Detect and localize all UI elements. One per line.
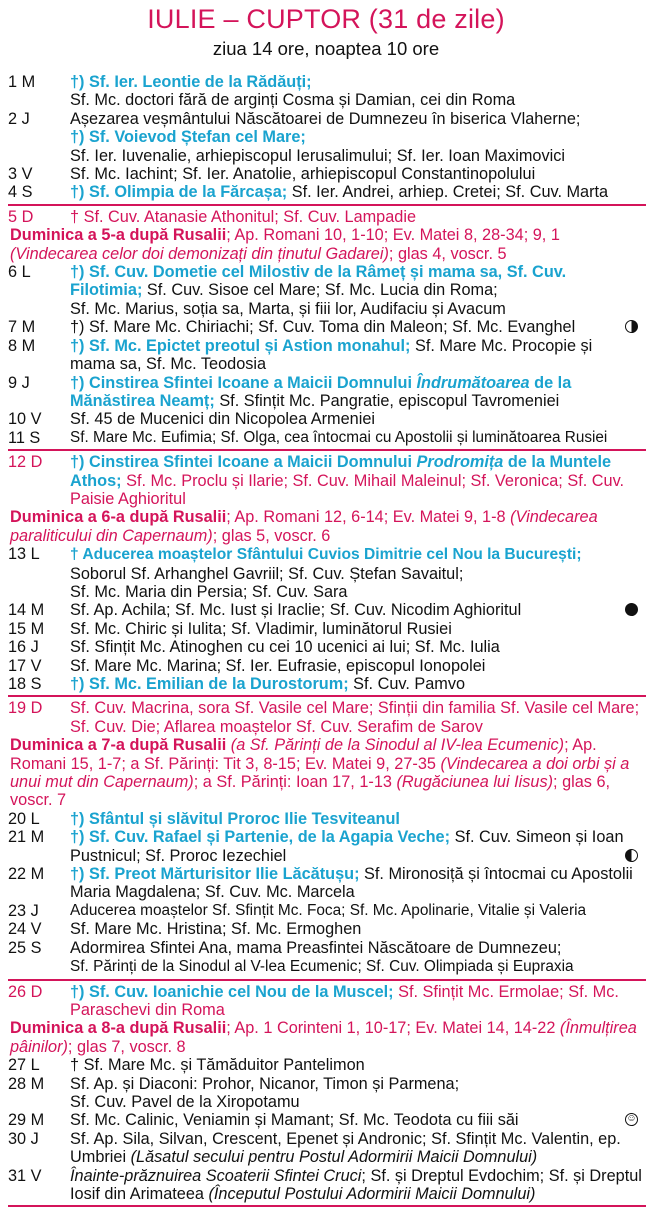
- saints-text: Sf. Mironosiță și întocmai cu Apostolii Maria Magdalena; Sf. Cuv. Mc. Marcela: [70, 865, 633, 902]
- glas-text: ; glas 4, voscr. 5: [388, 244, 507, 263]
- saints-text: Sf. Mc. Chiric și Iulita; Sf. Vladimir, luminătorul Rusiei: [70, 619, 452, 638]
- day-row: [0, 1111, 652, 1129]
- readings-note: (a Sf. Părinți de la Sinodul al IV-lea Ecumenic): [230, 736, 565, 755]
- sunday-readings: [0, 508, 652, 545]
- day-label: 7 M: [8, 318, 36, 337]
- day-label: 10 V: [8, 410, 42, 429]
- icon-name: Îndrumătoarea: [416, 373, 530, 392]
- day-row: [0, 620, 652, 638]
- feast-text: † Aducerea moaștelor Sfântului Cuvios Dimitrie cel Nou la București;: [70, 546, 582, 564]
- saints-text: Sf. Mc. Proclu și Ilarie; Sf. Cuv. Mihail Maleinul; Sf. Veronica; Sf. Cuv. Paisie Aghioritul: [70, 471, 625, 508]
- saints-text: Soborul Sf. Arhanghel Gavriil; Sf. Cuv. Ștefan Savaitul;: [70, 564, 464, 583]
- glas-text: ; glas 7, voscr. 8: [67, 1037, 186, 1056]
- readings-note: (Vindecarea a doi orbi și a unui mut din Capernaum): [10, 754, 630, 792]
- feast-text: †) Sf. Mc. Epictet preotul și Astion monahul;: [70, 336, 411, 355]
- day-label: 24 V: [8, 920, 42, 939]
- saints-text: Sf. Mare Mc. Procopie și mama sa, Sf. Mc. Teodosia: [70, 336, 593, 374]
- saints-text: Sf. Părinți de la Sinodul al V-lea Ecumenic; Sf. Cuv. Olimpiada și Eupraxia: [70, 958, 574, 976]
- day-row: [0, 208, 652, 226]
- readings-note: (Vindecarea celor doi demonizați din ținutul Gadarei): [10, 244, 389, 263]
- saints-text: Sf. Mare Mc. Hristina; Sf. Mc. Ermoghen: [70, 920, 362, 939]
- saints-text: †) Sf. Mare Mc. Chiriachi; Sf. Cuv. Toma din Maleon; Sf. Mc. Evanghel: [70, 318, 576, 337]
- day-label: 4 S: [8, 183, 33, 202]
- saints-text: Sf. Mc. Iachint; Sf. Ier. Anatolie, arhiepiscopul Constantinopolului: [70, 165, 536, 184]
- day-label: 1 M: [8, 73, 36, 91]
- day-row: [0, 318, 652, 336]
- day-label: 5 D: [8, 207, 34, 226]
- feast-text: †) Sf. Cuv. Ioanichie cel Nou de la Muscel;: [70, 982, 394, 1001]
- saints-text: Sf. Cuv. Sisoe cel Mare; Sf. Mc. Lucia din Roma;: [146, 281, 498, 300]
- saints-text: Sf. Ier. Andrei, arhiep. Cretei; Sf. Cuv. Marta: [291, 183, 609, 202]
- feast-text: †) Sf. Cuv. Dometie cel Milostiv de la Râmeț și mama sa, Sf. Cuv. Filotimia;: [70, 263, 567, 300]
- day-label: 31 V: [8, 1166, 42, 1185]
- saints-text: Sf. Mare Mc. Eufimia; Sf. Olga, cea întocmai cu Apostolii și luminătoarea Rusiei: [70, 428, 608, 446]
- day-row: [0, 1167, 652, 1204]
- day-row: [0, 902, 652, 920]
- day-label: 6 L: [8, 263, 31, 282]
- readings-text: ; a Sf. Părinți: Ioan 17, 1-13: [193, 773, 392, 792]
- day-label: 29 M: [8, 1111, 45, 1130]
- sunday-readings: [0, 1019, 652, 1056]
- readings-text: ; Ap. 1 Corinteni 1, 10-17; Ev. Matei 14, 14-22: [226, 1019, 556, 1038]
- feast-note: Înainte-prăznuirea Scoaterii Sfintei Cruci: [70, 1166, 362, 1185]
- glas-text: ; glas 6, voscr. 7: [10, 773, 611, 810]
- sunday-title: Duminica a 7-a după Rusalii: [10, 736, 227, 755]
- saints-text: Sf. Sfințit Mc. Ermolae; Sf. Mc. Paraschevi din Roma: [70, 982, 619, 1019]
- day-label: 8 M: [8, 336, 36, 355]
- saints-text: Sf. Cuv. Pamvo: [353, 675, 466, 693]
- feast-text: †) Sf. Cuv. Rafael și Partenie, de la Agapia Veche;: [70, 828, 451, 847]
- day-row: [0, 1130, 652, 1167]
- week-5: [0, 983, 652, 1204]
- week-divider: [8, 204, 646, 206]
- readings-text: ; Ap. Romani 15, 1-7; a Sf. Părinți: Tit 3, 8-15; Ev. Matei 9, 27-35: [10, 736, 597, 773]
- days-list: [0, 73, 652, 1209]
- day-label: 17 V: [8, 656, 42, 675]
- saints-text: Sf. Mare Mc. Marina; Sf. Ier. Eufrasie, episcopul Ionopolei: [70, 656, 486, 675]
- saints-text: Sf. 45 de Mucenici din Nicopolea Armeniei: [70, 410, 375, 429]
- week-3: [0, 453, 652, 693]
- feast-text: †) Sf. Voievod Ștefan cel Mare;: [70, 128, 306, 147]
- day-label: 11 S: [8, 428, 41, 447]
- day-label: 21 M: [8, 828, 45, 847]
- saints-text: Sf. Mc. doctori fără de arginți Cosma și Damian, cei din Roma: [70, 91, 516, 110]
- readings-note: (Înmulțirea pâinilor): [10, 1019, 637, 1056]
- day-label: 9 J: [8, 373, 30, 392]
- new-moon-icon: ☺: [626, 1113, 637, 1125]
- feast-part: de la Muntele Athos;: [70, 453, 612, 490]
- day-row: [0, 73, 652, 110]
- readings-text: ; Ap. Romani 10, 1-10; Ev. Matei 8, 28-34; 9, 1: [226, 226, 560, 245]
- saints-text: Sf. Ap. și Diaconi: Prohor, Nicanor, Timon și Parmena;: [70, 1074, 460, 1093]
- day-row: [0, 337, 652, 374]
- week-divider: [8, 695, 646, 697]
- day-label: 22 M: [8, 865, 45, 884]
- day-row: [0, 1075, 652, 1112]
- day-row: [0, 865, 652, 902]
- icon-name: Prodromița: [416, 453, 504, 472]
- day-row: [0, 675, 652, 693]
- feast-text: †) Sf. Olimpia de la Fărcașa;: [70, 183, 288, 202]
- week-4: [0, 699, 652, 976]
- day-label: 14 M: [8, 601, 45, 620]
- saints-text: Sf. Ap. Achila; Sf. Mc. Iust și Iraclie; Sf. Cuv. Nicodim Aghioritul: [70, 601, 522, 620]
- feast-part: †) Cinstirea Sfintei Icoane a Maicii Domnului: [70, 453, 417, 472]
- glas-text: ; glas 5, voscr. 6: [212, 526, 331, 545]
- day-label: 2 J: [8, 109, 30, 128]
- day-row: [0, 374, 652, 411]
- day-row: [0, 983, 652, 1020]
- saints-text: † Sf. Mare Mc. și Tămăduitor Pantelimon: [70, 1056, 365, 1075]
- day-label: 19 D: [8, 699, 43, 718]
- day-row: [0, 601, 652, 619]
- saints-text: Sf. Cuv. Macrina, sora Sf. Vasile cel Mare; Sfinții din familia Sf. Vasile cel Mare; Sf. Cuv. Die; Aflarea moaștelor Sf. Cuv. Serafim de Sarov: [70, 699, 640, 736]
- day-label: 23 J: [8, 901, 39, 920]
- saints-text: Sf. Cuv. Pavel de la Xiropotamu: [70, 1092, 300, 1111]
- month-title: IULIE – CUPTOR (31 de zile): [147, 4, 505, 34]
- day-row: [0, 828, 652, 865]
- day-label: 25 S: [8, 938, 42, 957]
- day-row: [0, 165, 652, 183]
- saints-text: Adormirea Sfintei Ana, mama Preasfintei Născătoare de Dumnezeu;: [70, 938, 562, 957]
- day-row: [0, 183, 652, 201]
- day-row: [0, 263, 652, 318]
- day-row: [0, 1056, 652, 1074]
- day-label: 26 D: [8, 982, 43, 1001]
- readings-text: ; Ap. Romani 12, 6-14; Ev. Matei 9, 1-8: [226, 508, 506, 527]
- day-label: 16 J: [8, 638, 39, 657]
- feast-part: de la Mănăstirea Neamț;: [70, 373, 572, 410]
- saints-text: Aducerea moaștelor Sf. Sfințit Mc. Foca; Sf. Mc. Apolinarie, Vitalie și Valeria: [70, 901, 587, 919]
- fast-note: (Lăsatul secului pentru Postul Adormirii Maicii Domnului): [130, 1148, 538, 1167]
- day-row: [0, 810, 652, 828]
- day-label: 15 M: [8, 619, 45, 638]
- sunday-readings: [0, 226, 652, 263]
- day-row: [0, 699, 652, 736]
- day-row: [0, 920, 652, 938]
- sunday-title: Duminica a 5-a după Rusalii: [10, 226, 227, 245]
- week-divider: [8, 979, 646, 981]
- week-divider: [8, 1205, 646, 1207]
- day-row: [0, 638, 652, 656]
- day-label: 12 D: [8, 453, 43, 472]
- saints-text: Sf. Sfințit Mc. Atinoghen cu cei 10 ucenici ai lui; Sf. Mc. Iulia: [70, 638, 500, 657]
- saints-text: Sf. Cuv. Simeon și Ioan Pustnicul; Sf. Proroc Iezechiel: [70, 828, 624, 865]
- sunday-title: Duminica a 6-a după Rusalii: [10, 508, 227, 527]
- feast-part: †) Cinstirea Sfintei Icoane a Maicii Domnului: [70, 373, 417, 392]
- sunday-readings: [0, 736, 652, 810]
- feast-text: †) Sf. Preot Mărturisitor Ilie Lăcătușu;: [70, 865, 360, 884]
- feast-text: †) Sf. Mc. Emilian de la Durostorum;: [70, 675, 349, 693]
- day-row: [0, 453, 652, 508]
- saints-text: Sf. Ap. Sila, Silvan, Crescent, Epenet și Andronic; Sf. Sfințit Mc. Valentin, ep. Umbriei: [70, 1129, 621, 1167]
- day-label: 3 V: [8, 165, 33, 184]
- week-divider: [8, 449, 646, 451]
- day-label: 13 L: [8, 545, 40, 564]
- week-1: [0, 73, 652, 202]
- readings-note: (Rugăciunea lui Iisus): [396, 773, 554, 792]
- day-row: [0, 657, 652, 675]
- feast-text: †) Sfântul și slăvitul Proroc Ilie Tesviteanul: [70, 809, 400, 828]
- daylight-info: ziua 14 ore, noaptea 10 ore: [212, 38, 440, 59]
- week-2: [0, 208, 652, 447]
- readings-note: (Vindecarea paraliticului din Capernaum): [10, 508, 598, 545]
- day-row: [0, 410, 652, 428]
- saints-text: Sf. Mc. Calinic, Veniamin și Mamant; Sf. Mc. Teodota cu fiii săi: [70, 1111, 519, 1130]
- day-row: [0, 110, 652, 165]
- fast-note: (Începutul Postului Adormirii Maicii Domnului): [208, 1184, 536, 1203]
- saints-text: Sf. Ier. Iuvenalie, arhiepiscopul Ierusalimului; Sf. Ier. Ioan Maximovici: [70, 146, 565, 165]
- day-label: 30 J: [8, 1129, 39, 1148]
- day-row: [0, 429, 652, 447]
- day-label: 20 L: [8, 809, 40, 828]
- day-row: [0, 939, 652, 977]
- saints-text: Sf. Mc. Maria din Persia; Sf. Cuv. Sara: [70, 582, 348, 601]
- saints-text: ; Sf. și Dreptul Evdochim; Sf. și Dreptul Iosif din Arimateea: [70, 1166, 642, 1203]
- day-label: 28 M: [8, 1074, 45, 1093]
- saints-text: Sf. Sfințit Mc. Pangratie, episcopul Tavromeniei: [219, 391, 560, 410]
- day-row: [0, 545, 652, 601]
- saints-text: Sf. Mc. Marius, soția sa, Marta, și fiii lor, Audifaciu și Avacum: [70, 299, 506, 318]
- day-label: 27 L: [8, 1056, 40, 1075]
- day-label: 18 S: [8, 675, 42, 693]
- feast-text: †) Sf. Ier. Leontie de la Rădăuți;: [70, 73, 312, 91]
- sunday-title: Duminica a 8-a după Rusalii: [10, 1019, 227, 1038]
- saints-text: † Sf. Cuv. Atanasie Athonitul; Sf. Cuv. Lampadie: [70, 207, 417, 226]
- saints-text: Așezarea veșmântului Născătoarei de Dumnezeu în biserica Vlaherne;: [70, 109, 581, 128]
